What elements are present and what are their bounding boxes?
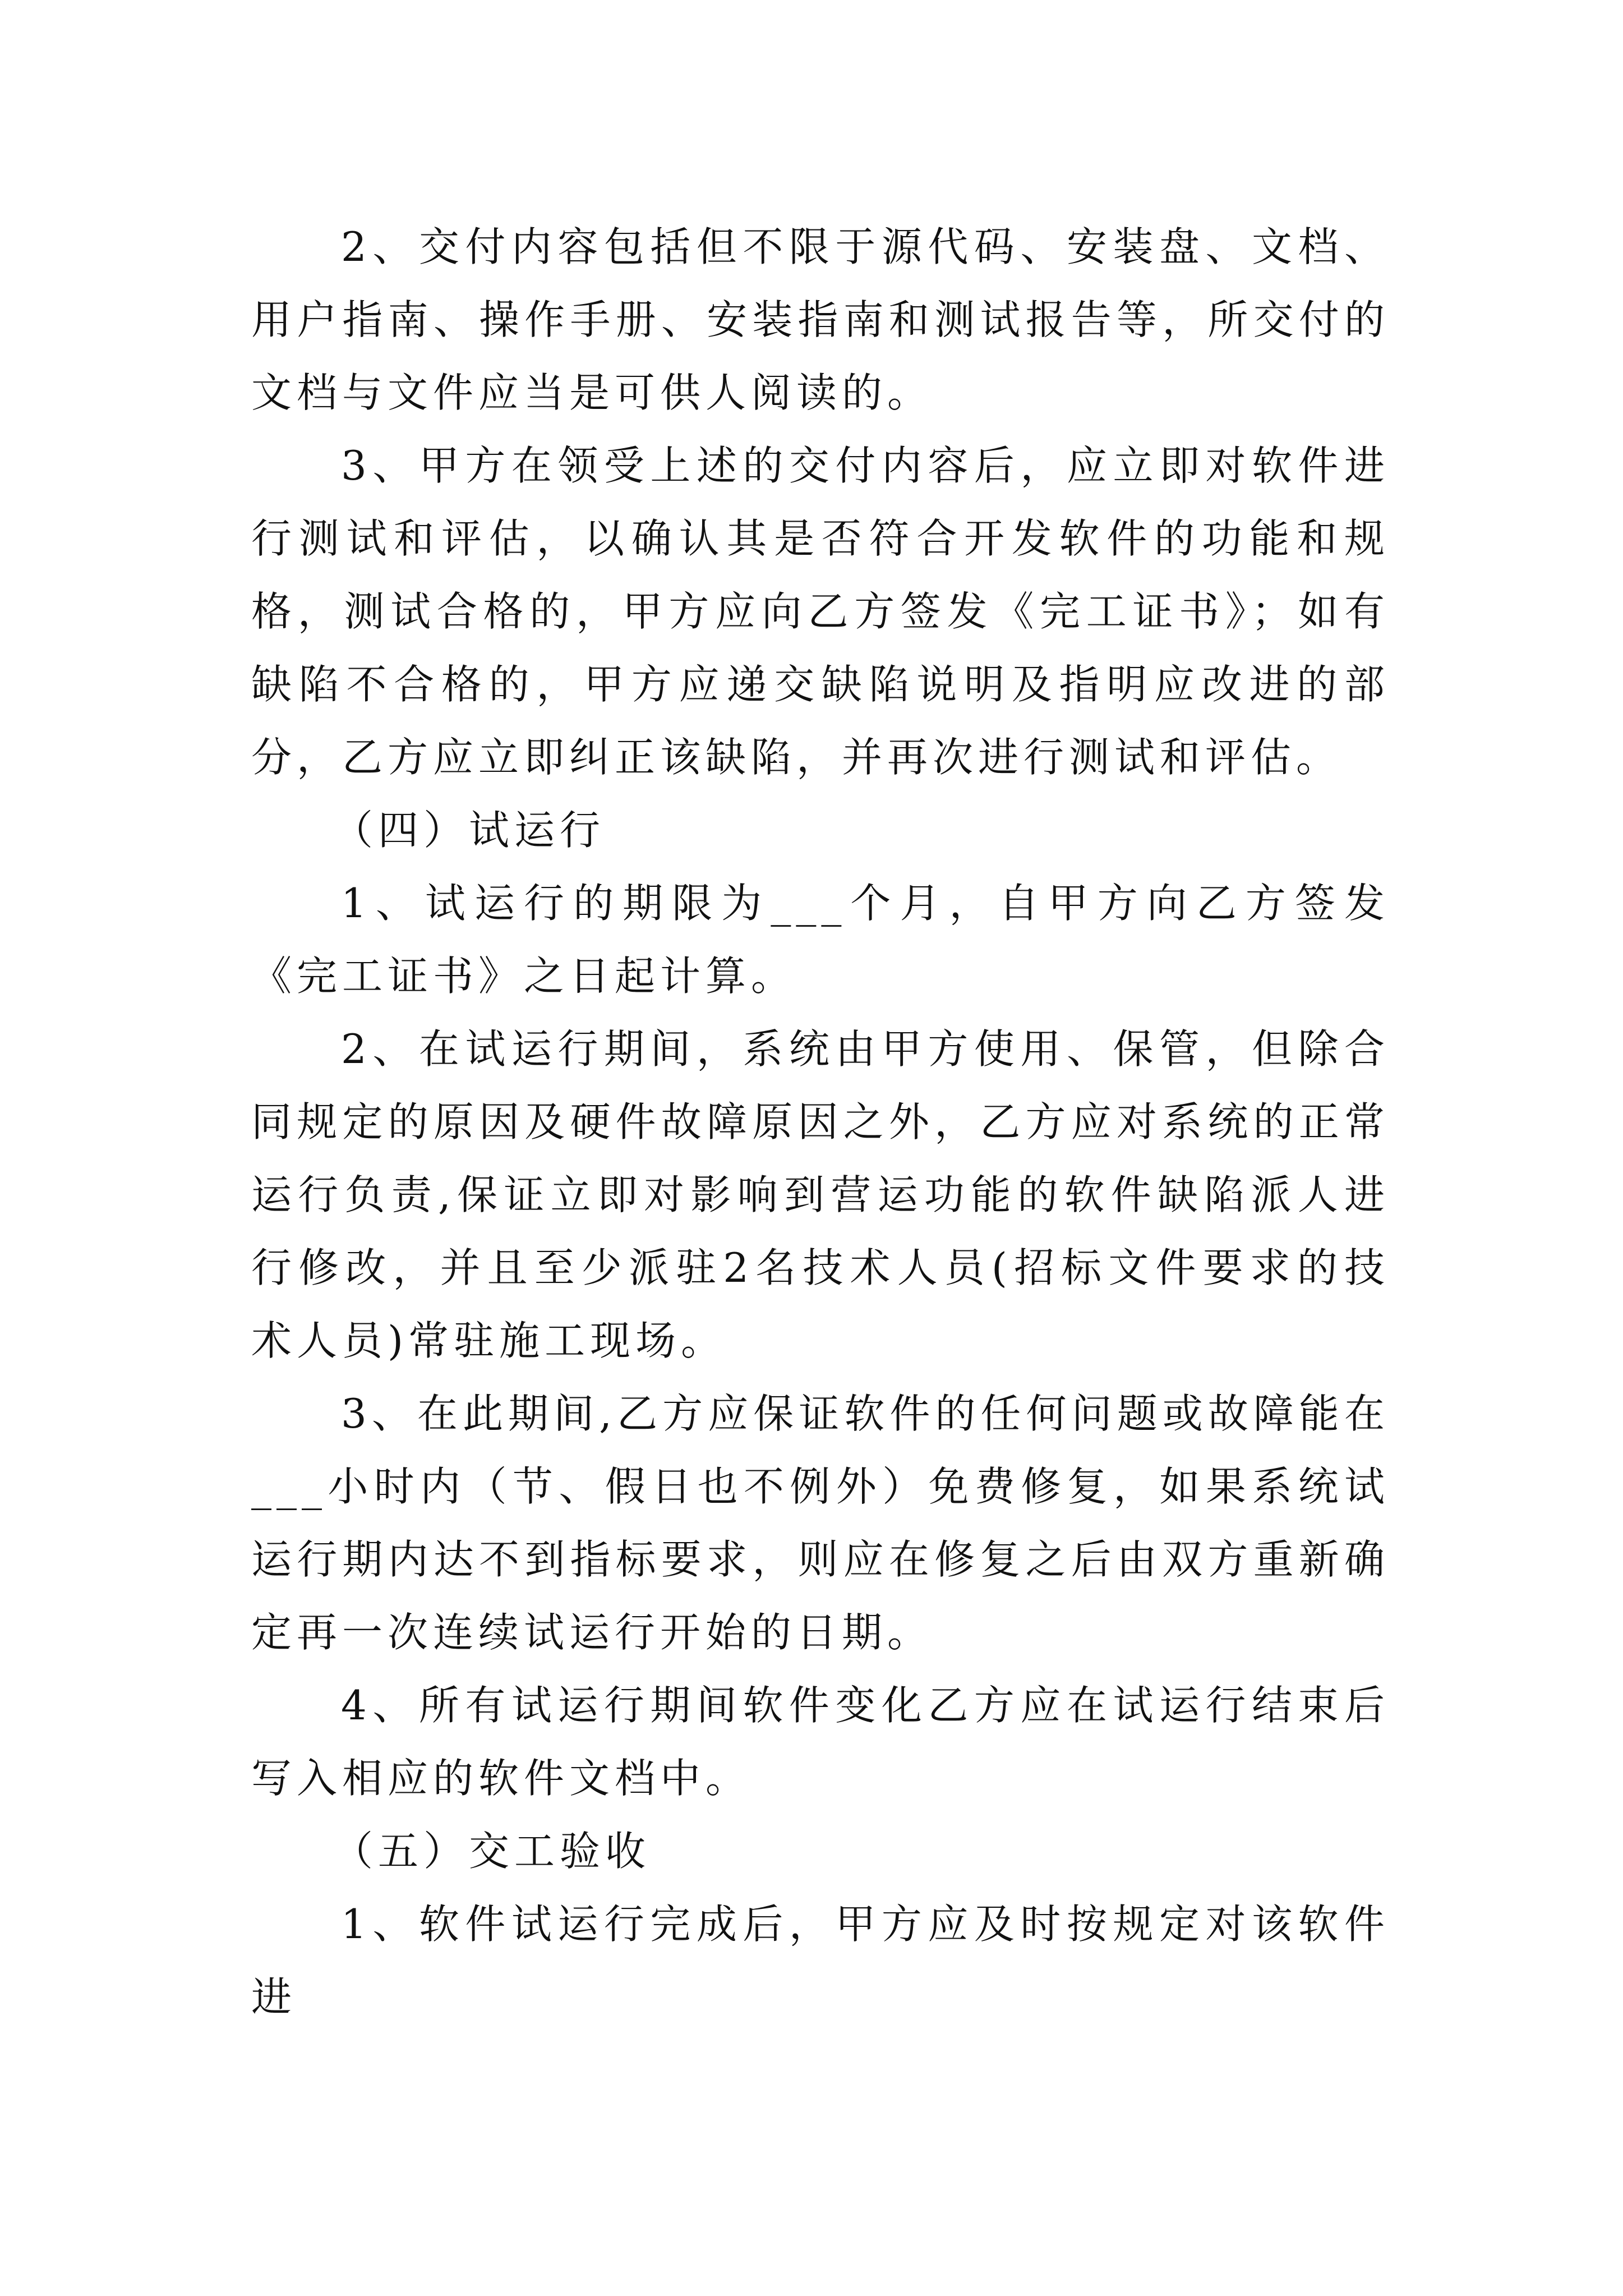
paragraph-trial-repair: 3、在此期间,乙方应保证软件的任何问题或故障能在___小时内（节、假日也不例外）免费修复，如果系统试运行期内达不到指标要求，则应在修复之后由双方重新确定再一次连续试运行开始的日期。 (251, 1390, 1390, 1656)
paragraph-acceptance-start: 1、软件试运行完成后，甲方应及时按规定对该软件进 (251, 1901, 1390, 2021)
section-heading-acceptance: （五）交工验收 (333, 1828, 651, 1875)
document-body (251, 210, 1390, 2033)
paragraph-trial-period: 1、试运行的期限为___个月，自甲方向乙方签发《完工证书》之日起计算。 (251, 880, 1390, 1000)
paragraph-deliverables: 2、交付内容包括但不限于源代码、安装盘、文档、用户指南、操作手册、安装指南和测试报告等，所交付的文档与文件应当是可供人阅读的。 (251, 223, 1390, 416)
paragraph-trial-documentation: 4、所有试运行期间软件变化乙方应在试运行结束后写入相应的软件文档中。 (251, 1682, 1390, 1802)
paragraph-trial-responsibility: 2、在试运行期间，系统由甲方使用、保管，但除合同规定的原因及硬件故障原因之外，乙方应对系统的正常运行负责,保证立即对影响到营运功能的软件缺陷派人进行修改，并且至少派驻2名技术人员(招标文件要求的技术人员)常驻施工现场。 (251, 1025, 1390, 1364)
paragraph-testing-evaluation: 3、甲方在领受上述的交付内容后，应立即对软件进行测试和评估，以确认其是否符合开发软件的功能和规格，测试合格的，甲方应向乙方签发《完工证书》；如有缺陷不合格的，甲方应递交缺陷说明及指明应改进的部分，乙方应立即纠正该缺陷，并再次进行测试和评估。 (251, 442, 1390, 781)
section-heading-trial-run: （四）试运行 (333, 807, 606, 854)
